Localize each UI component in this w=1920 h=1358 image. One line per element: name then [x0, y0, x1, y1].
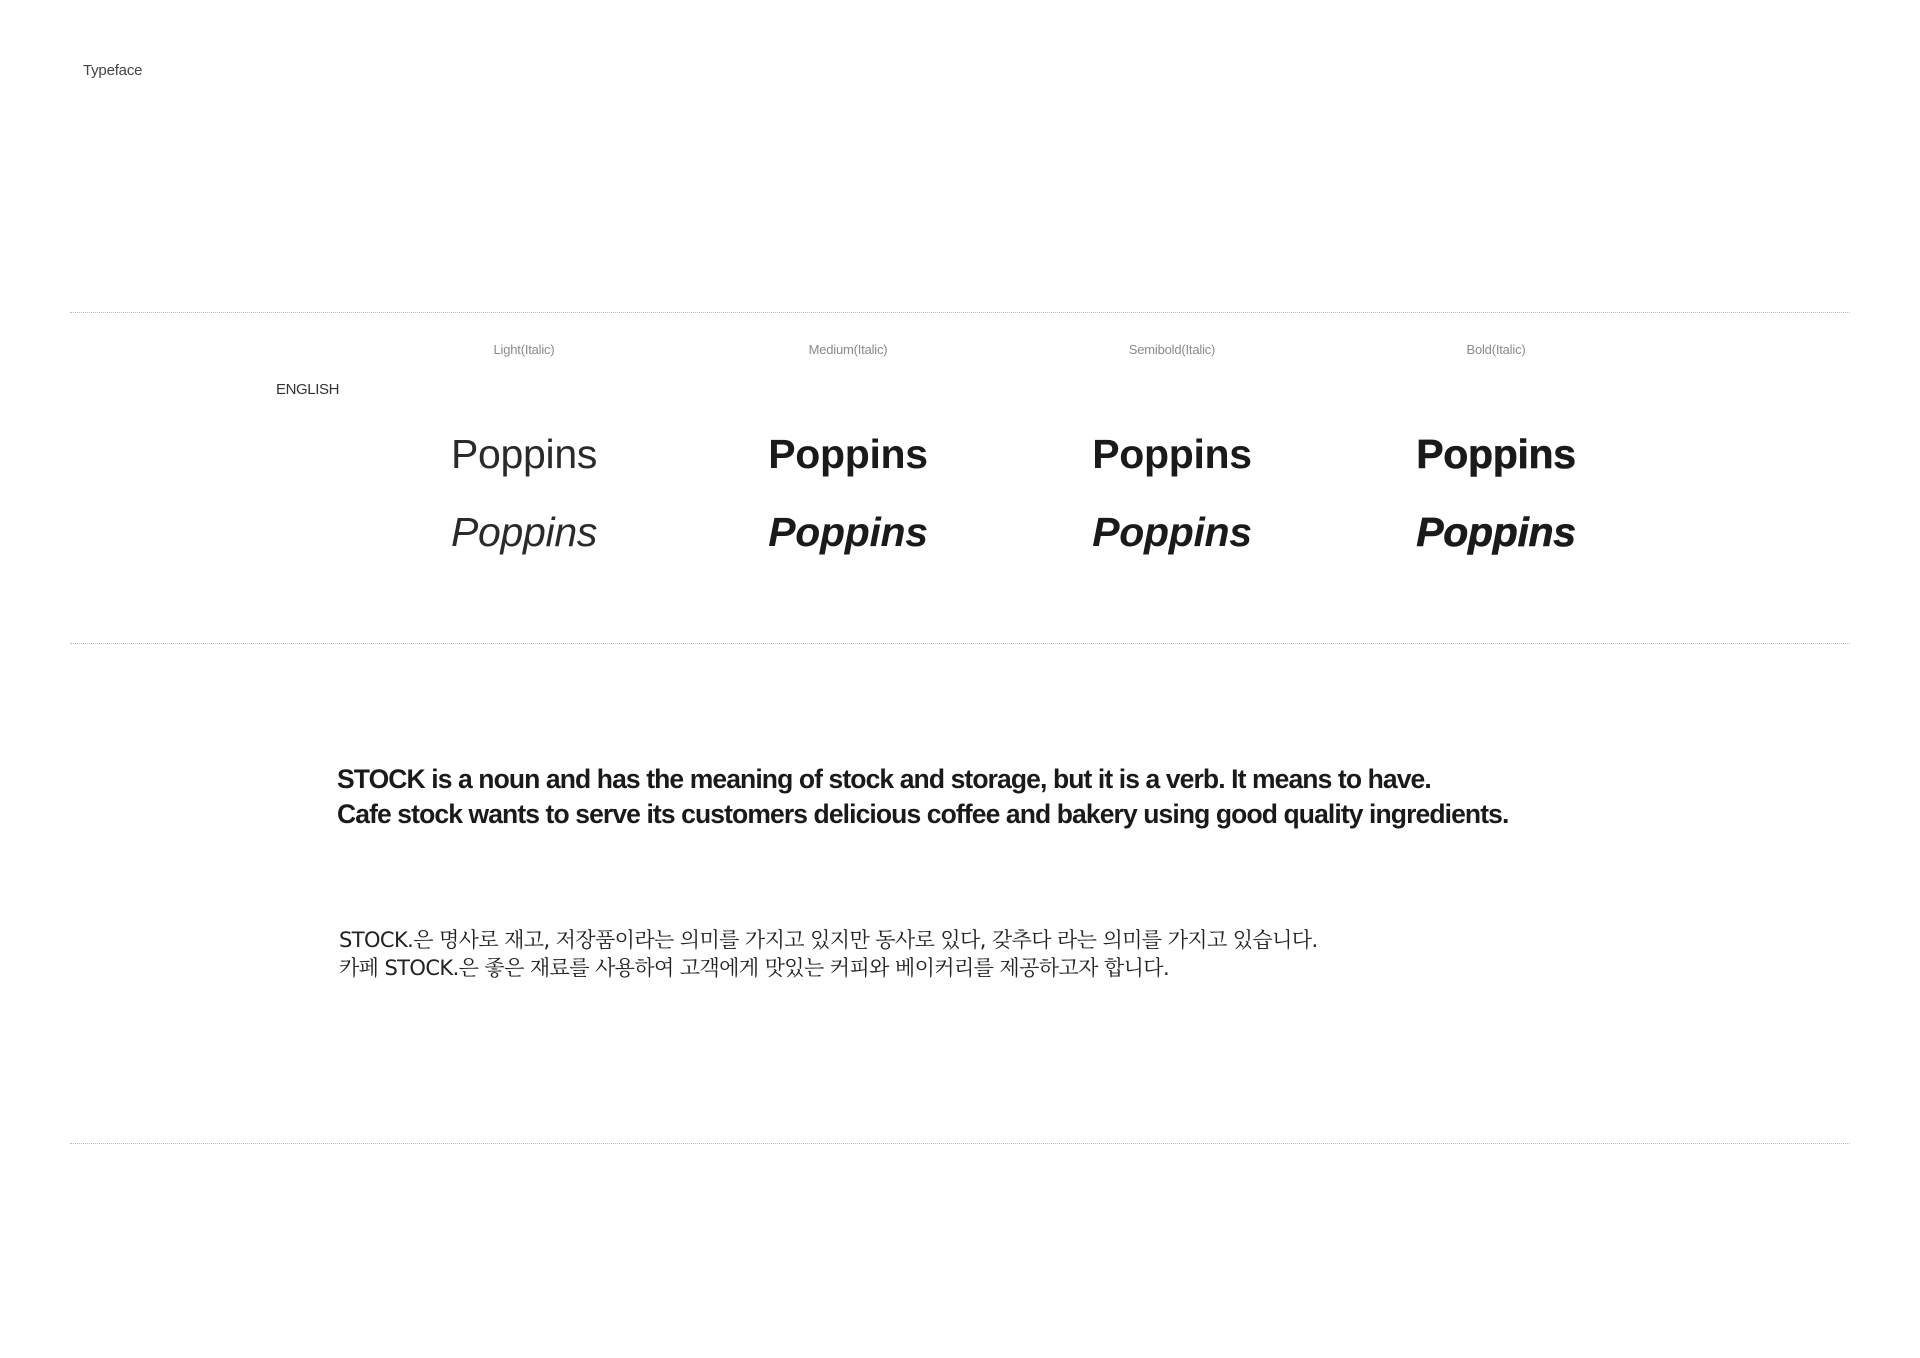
weight-label: Semibold(Italic) [1128, 342, 1216, 357]
weight-label: Medium(Italic) [808, 342, 888, 357]
section-label: Typeface [83, 62, 143, 79]
korean-description [339, 926, 1639, 982]
weight-label: Light(Italic) [493, 342, 555, 357]
weight-column-semibold [1022, 342, 1322, 555]
font-sample-medium: Poppins [768, 431, 928, 477]
font-sample-light: Poppins [450, 431, 598, 477]
font-sample-semibold: Poppins [1092, 431, 1252, 477]
weight-label: Bold(Italic) [1466, 342, 1526, 357]
english-description-line: STOCK is a noun and has the meaning of stock and storage, but it is a verb. It means to have. [337, 764, 1431, 794]
divider-top [70, 312, 1850, 313]
weight-column-bold [1346, 342, 1646, 555]
divider-middle [70, 643, 1850, 644]
english-description-line: Cafe stock wants to serve its customers delicious coffee and bakery using good quality ingredients. [337, 799, 1509, 829]
korean-description-line: STOCK.은 명사로 재고, 저장품이라는 의미를 가지고 있지만 동사로 있다, 갖추다 라는 의미를 가지고 있습니다. [339, 928, 1318, 952]
font-sample-semibold-italic: Poppins [1092, 509, 1252, 555]
font-sample-light-italic: Poppins [450, 509, 598, 555]
weight-column-light [374, 342, 674, 555]
font-sample-bold: Poppins [1416, 431, 1576, 477]
weight-column-medium [698, 342, 998, 555]
divider-bottom [70, 1143, 1850, 1144]
language-label: ENGLISH [276, 381, 340, 398]
font-sample-medium-italic: Poppins [768, 509, 928, 555]
english-description [337, 762, 1657, 832]
korean-description-line: 카페 STOCK.은 좋은 재료를 사용하여 고객에게 맛있는 커피와 베이커리를 제공하고자 합니다. [339, 956, 1170, 980]
font-sample-bold-italic: Poppins [1416, 509, 1576, 555]
